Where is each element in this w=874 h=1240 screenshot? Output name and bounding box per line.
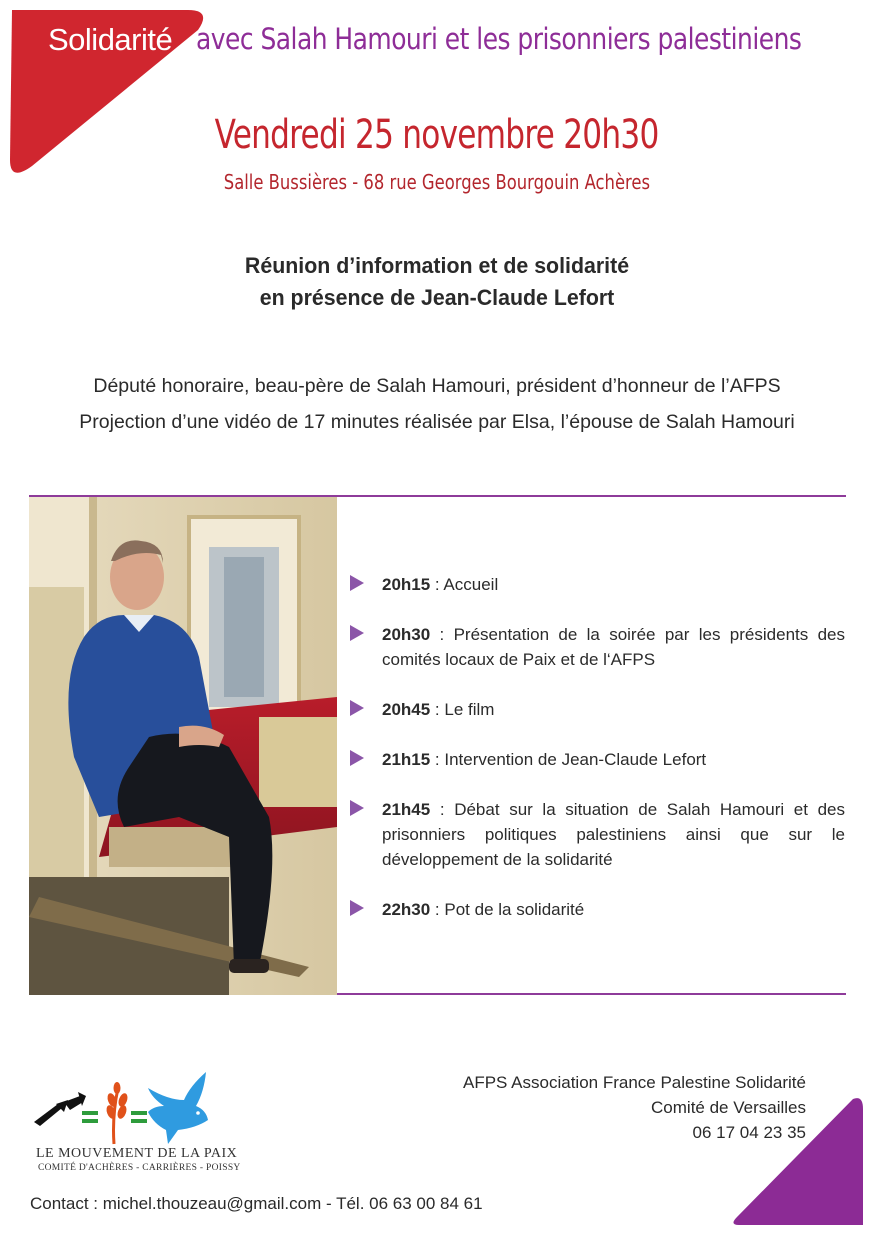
program-item [348,572,845,597]
program-time: 22h30 [382,900,431,919]
banner-word: Solidarité [48,22,173,57]
subtitle [0,250,874,314]
afps-phone: 06 17 04 23 35 [692,1123,806,1142]
triangle-bullet-icon [350,800,364,816]
page-title: avec Salah Hamouri et les prisonniers palestiniens [196,22,802,56]
contact-line: Contact : michel.thouzeau@gmail.com - Tél. 06 63 00 84 61 [30,1194,483,1213]
program-time: 20h15 [382,575,431,594]
program-text: : Intervention de Jean-Claude Lefort [430,750,707,769]
afps-committee: Comité de Versailles [651,1098,806,1117]
event-venue: Salle Bussières - 68 rue Georges Bourgouin Achères [223,170,651,194]
program-text: : Pot de la solidarité [430,900,585,919]
logo-subname: COMITÉ D'ACHÈRES - CARRIÈRES - POISSY [38,1163,241,1173]
program-item [348,697,845,722]
triangle-bullet-icon [350,900,364,916]
event-date: Vendredi 25 novembre 20h30 [215,112,659,158]
program-time: 20h45 [382,700,431,719]
program-item [348,747,845,772]
program-item [348,622,845,672]
program-time: 21h15 [382,750,431,769]
triangle-bullet-icon [350,700,364,716]
program-time: 20h30 [382,625,431,644]
program-text: : Débat sur la situation de Salah Hamouri et des prisonniers politiques palestiniens ainsi que sur le développement de la solidarité [382,800,845,869]
program-text: : Accueil [430,575,499,594]
program-text: : Le film [430,700,495,719]
subtitle-line-2: en présence de Jean-Claude Lefort [259,285,615,310]
afps-name: AFPS Association France Palestine Solidarité [462,1073,806,1092]
description-line-1: Député honoraire, beau-père de Salah Hamouri, président d’honneur de l’AFPS [93,375,781,397]
program-time: 21h45 [382,800,431,819]
triangle-bullet-icon [350,575,364,591]
subtitle-line-1: Réunion d’information et de solidarité [244,253,630,278]
triangle-bullet-icon [350,625,364,641]
description [0,368,874,440]
program-item [348,897,845,922]
program-item [348,797,845,872]
description-line-2: Projection d’une vidéo de 17 minutes réalisée par Elsa, l’épouse de Salah Hamouri [79,411,795,433]
logo-name: LE MOUVEMENT DE LA PAIX [36,1146,238,1161]
program-text: : Présentation de la soirée par les présidents des comités locaux de Paix et de l‘AFPS [382,625,845,669]
triangle-bullet-icon [350,750,364,766]
purple-corner-banner [729,1095,874,1240]
speaker-photo [29,497,337,995]
